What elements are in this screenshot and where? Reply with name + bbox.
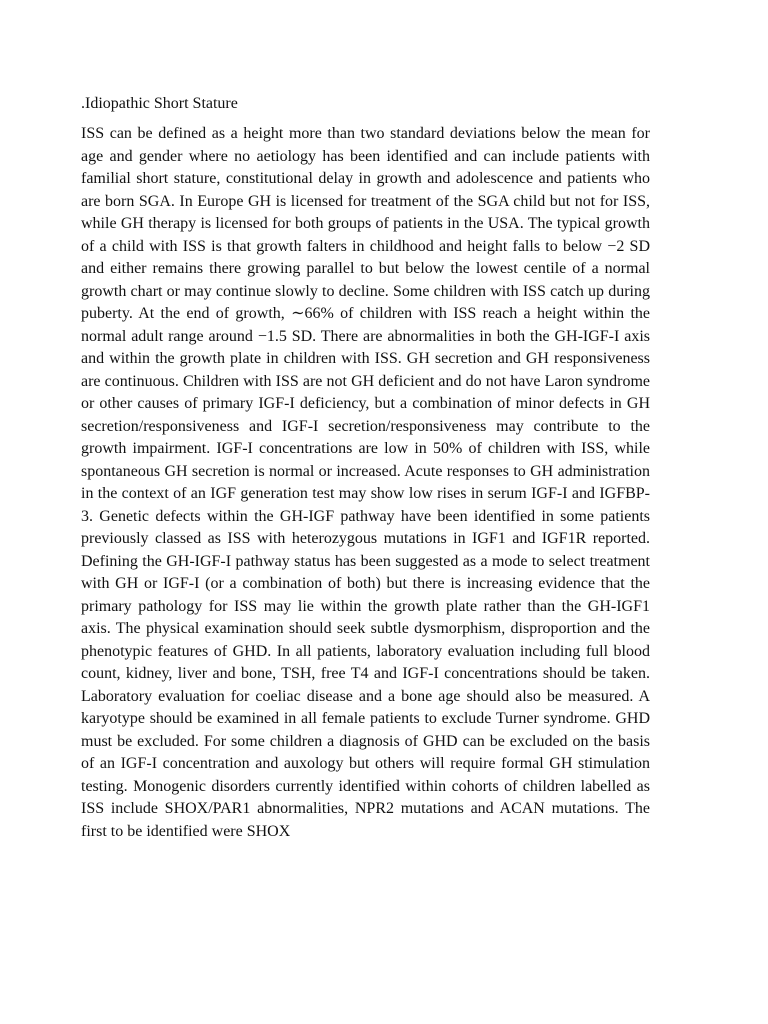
section-heading: .Idiopathic Short Stature <box>81 95 238 112</box>
body-paragraph: ISS can be defined as a height more than two standard deviations below the mean for age and gender where no aetiology has been identified and can include patients with familial short stature, constitutional delay in growth and adolescence and patients who are born SGA. In Europe GH is licensed for treatment of the SGA child but not for ISS, while GH therapy is licensed for both groups of patients in the USA. The typical growth of a child with ISS is that growth falters in childhood and height falls to below −2 SD and either remains there growing parallel to but below the lowest centile of a normal growth chart or may continue slowly to decline. Some children with ISS catch up during puberty. At the end of growth, ∼66% of children with ISS reach a height within the normal adult range around −1.5 SD. There are abnormalities in both the GH-IGF-I axis and within the growth plate in children with ISS. GH secretion and GH responsiveness are continuous. Children with ISS are not GH deficient and do not have Laron syndrome or other causes of primary IGF-I deficiency, but a combination of minor defects in GH secretion/responsiveness and IGF-I secretion/responsiveness may contribute to the growth impairment. IGF-I concentrations are low in 50% of children with ISS, while spontaneous GH secretion is normal or increased. Acute responses to GH administration in the context of an IGF generation test may show low rises in serum IGF-I and IGFBP-3. Genetic defects within the GH-IGF pathway have been identified in some patients previously classed as ISS with heterozygous mutations in IGF1 and IGF1R reported. Defining the GH-IGF-I pathway status has been suggested as a mode to select treatment with GH or IGF-I (or a combination of both) but there is increasing evidence that the primary pathology for ISS may lie within the growth plate rather than the GH-IGF1 axis. The physical examination should seek subtle dysmorphism, disproportion and the phenotypic features of GHD. In all patients, laboratory evaluation including full blood count, kidney, liver and bone, TSH, free T4 and IGF-I concentrations should be taken. Laboratory evaluation for coeliac disease and a bone age should also be measured. A karyotype should be examined in all female patients to exclude Turner syndrome. GHD must be excluded. For some children a diagnosis of GHD can be excluded on the basis of an IGF-I concentration and auxology but others will require formal GH stimulation testing. Monogenic disorders currently identified within cohorts of children labelled as ISS include SHOX/PAR1 abnormalities, NPR2 mutations and ACAN mutations. The first to be identified were SHOX <box>81 125 650 840</box>
document-page <box>81 93 650 843</box>
